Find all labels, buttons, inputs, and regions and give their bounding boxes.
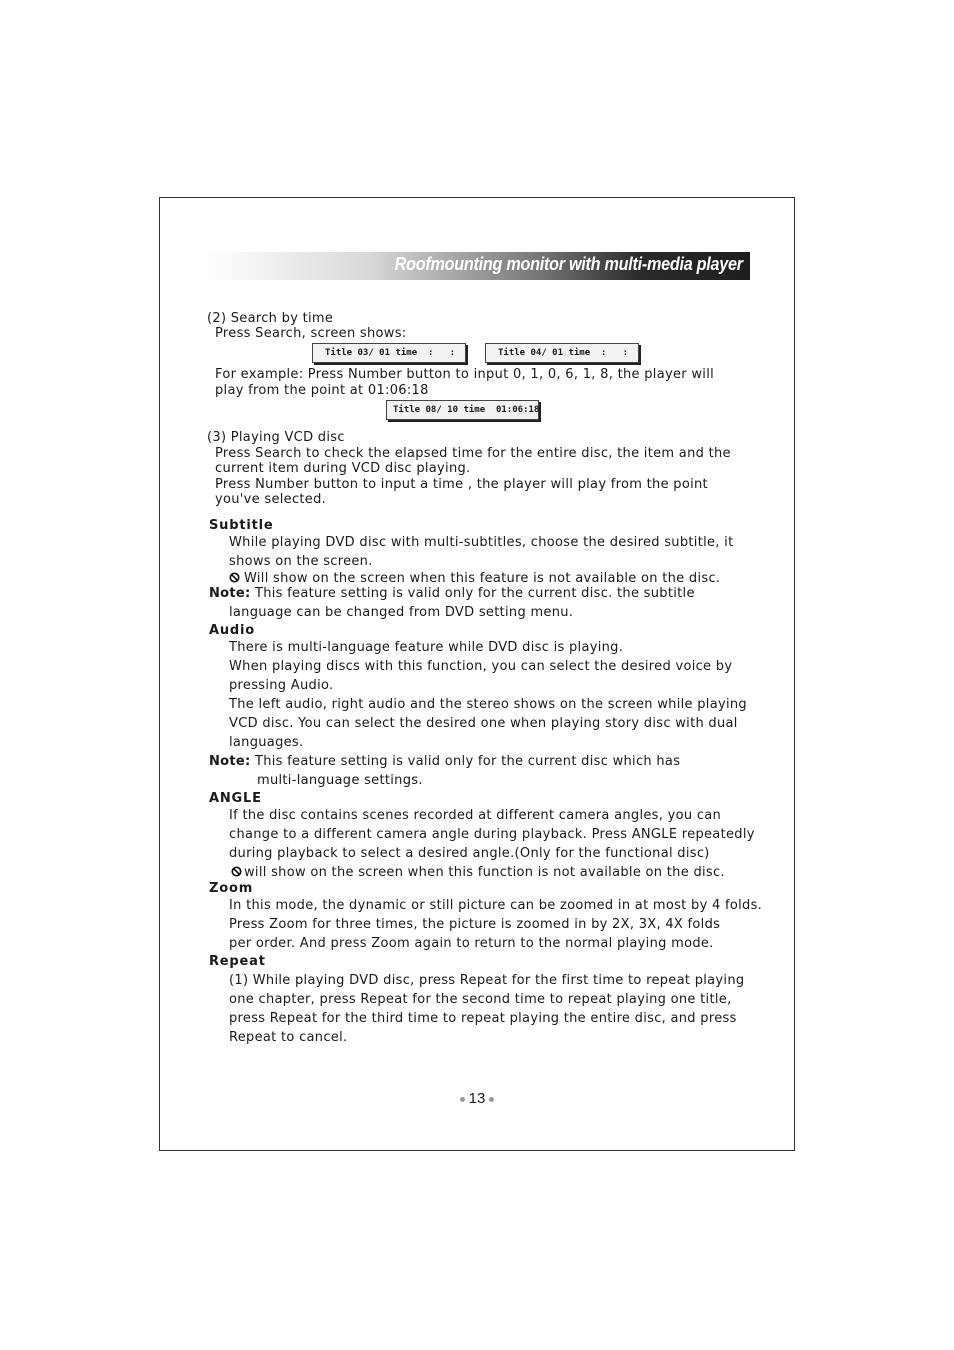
audio-heading: Audio [209, 623, 256, 638]
page-number-text: 13 [468, 1090, 486, 1107]
zoom-line: In this mode, the dynamic or still picture can be zoomed in at most by 4 folds. [229, 898, 763, 913]
audio-note-line-2: multi-language settings. [257, 773, 423, 788]
search-time-line: Press Search, screen shows: [215, 326, 407, 341]
angle-line: If the disc contains scenes recorded at different camera angles, you can [229, 808, 722, 823]
audio-note-text: This feature setting is valid only for the current disc which has [254, 754, 681, 769]
repeat-line: press Repeat for the third time to repeat playing the entire disc, and press [229, 1011, 737, 1026]
audio-line: There is multi-language feature while DVD disc is playing. [229, 640, 624, 655]
prohibited-icon [231, 866, 242, 877]
angle-icon-text: will show on the screen when this function is not available on the disc. [244, 865, 725, 880]
audio-line: languages. [229, 735, 304, 750]
vcd-line: you've selected. [215, 492, 327, 507]
angle-line: during playback to select a desired angle.(Only for the functional disc) [229, 846, 710, 861]
header-banner [207, 252, 750, 280]
vcd-line: Press Search to check the elapsed time for the entire disc, the item and the [215, 446, 731, 461]
prohibited-icon [229, 572, 240, 583]
note-label: Note: [209, 586, 251, 601]
note-label: Note: [209, 754, 251, 769]
repeat-line: Repeat to cancel. [229, 1030, 348, 1045]
vcd-line: current item during VCD disc playing. [215, 461, 471, 476]
osd-title-08: Title 08/ 10 time 01:06:18 [386, 400, 539, 420]
angle-icon-line [231, 865, 725, 881]
osd-title-03: Title 03/ 01 time : : [312, 343, 466, 363]
subtitle-heading: Subtitle [209, 518, 274, 533]
bullet-dot-icon [460, 1097, 465, 1102]
subtitle-line: While playing DVD disc with multi-subtitles, choose the desired subtitle, it [229, 535, 734, 550]
search-time-example-1: For example: Press Number button to input 0, 1, 0, 6, 1, 8, the player will [215, 367, 715, 382]
zoom-line: per order. And press Zoom again to return to the normal playing mode. [229, 936, 714, 951]
subtitle-line: shows on the screen. [229, 554, 373, 569]
zoom-line: Press Zoom for three times, the picture is zoomed in by 2X, 3X, 4X folds [229, 917, 721, 932]
search-time-heading: (2) Search by time [207, 311, 334, 326]
subtitle-note-text: This feature setting is valid only for the current disc. the subtitle [254, 586, 695, 601]
angle-line: change to a different camera angle during playback. Press ANGLE repeatedly [229, 827, 755, 842]
angle-heading: ANGLE [209, 791, 262, 806]
vcd-line: Press Number button to input a time , the player will play from the point [215, 477, 708, 492]
repeat-heading: Repeat [209, 954, 266, 969]
audio-note [209, 754, 680, 770]
audio-line: The left audio, right audio and the stereo shows on the screen while playing [229, 697, 747, 712]
header-title: Roofmounting monitor with multi-media player [394, 254, 743, 274]
audio-line: pressing Audio. [229, 678, 334, 693]
repeat-line: (1) While playing DVD disc, press Repeat for the first time to repeat playing [229, 973, 745, 988]
zoom-heading: Zoom [209, 881, 254, 896]
subtitle-icon-text: Will show on the screen when this feature is not available on the disc. [244, 571, 721, 586]
osd-title-04: Title 04/ 01 time : : [485, 343, 639, 363]
page-number [0, 1090, 954, 1107]
audio-line: VCD disc. You can select the desired one when playing story disc with dual [229, 716, 738, 731]
bullet-dot-icon [489, 1097, 494, 1102]
repeat-line: one chapter, press Repeat for the second time to repeat playing one title, [229, 992, 732, 1007]
subtitle-icon-line [229, 571, 720, 587]
subtitle-note-line-2: language can be changed from DVD setting menu. [229, 605, 574, 620]
vcd-heading: (3) Playing VCD disc [207, 430, 345, 445]
search-time-example-2: play from the point at 01:06:18 [215, 383, 429, 398]
subtitle-note [209, 586, 695, 602]
audio-line: When playing discs with this function, you can select the desired voice by [229, 659, 733, 674]
